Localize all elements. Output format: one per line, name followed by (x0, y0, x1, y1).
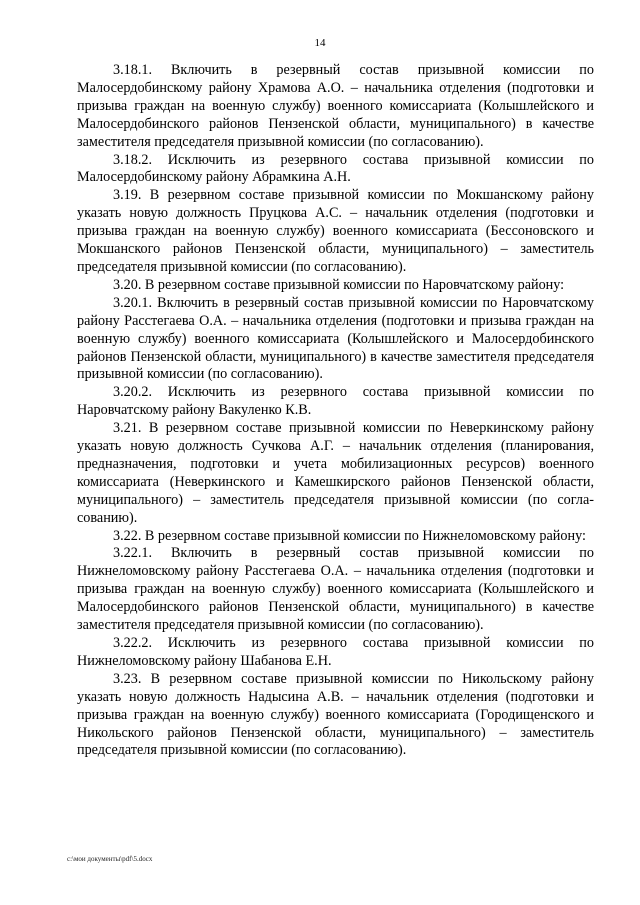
paragraph-3-20-2: 3.20.2. Исключить из резервного состава призывной комиссии по Наровчатскому району Вакуленко К.В. (77, 384, 594, 419)
paragraph-3-20-1: 3.20.1. Включить в резервный состав призывной комиссии по Наровчатскому району Расстегаева О.А. – начальника отделения (подготовки и призыва граждан на военную службу) военного комиссариата (Колышлейского и Малосердобинского районов Пензенской области, муниципального) в качестве заместителя председателя призывной комиссии (по согласованию). (77, 294, 594, 383)
paragraph-3-23: 3.23. В резервном составе призывной комиссии по Никольскому району указать новую должность Надысина А.В. – начальник отделения (подготовки и призыва граждан на военную службу) военного комиссариата (Городищенского и Никольского районов Пензенской области, муниципального) – заместитель председателя призывной комиссии (по согласованию). (77, 670, 594, 759)
page-number: 14 (314, 37, 326, 49)
paragraph-3-22-1: 3.22.1. Включить в резервный состав призывной комиссии по Нижнеломовскому району Расстегаева О.А. – начальника отделения (подготовки и призыва граждан на военную службу) военного комиссариата (Колышлейского и Малосердобинского районов Пензенской области, муниципального) в качестве заместителя председателя призывной комиссии (по согласованию). (77, 545, 594, 634)
document-body (77, 62, 594, 760)
paragraph-3-18-2: 3.18.2. Исключить из резервного состава призывной комиссии по Малосердобинскому району Абрамкина А.Н. (77, 151, 594, 186)
paragraph-3-20: 3.20. В резервном составе призывной комиссии по Наровчатскому району: (113, 276, 565, 293)
footer-file-path: c:\мои документы\pdf\5.docx (67, 855, 153, 863)
paragraph-3-21: 3.21. В резервном составе призывной комиссии по Неверкинскому району указать новую должность Сучкова А.Г. – начальник отделения (планирования, предназначения, подготовки и учета мобилизационных ресурсов) военного комиссариата (Неверкинского и Камешкирского районов Пензенской области, муниципального) – заместитель председателя призывной комиссии (по согласованию). (77, 420, 594, 526)
paragraph-3-22-2: 3.22.2. Исключить из резервного состава призывной комиссии по Нижнеломовскому району Шабанова Е.Н. (77, 635, 594, 669)
paragraph-3-19: 3.19. В резервном составе призывной комиссии по Мокшанскому району указать новую должность Пруцкова А.С. – начальник отделения (подготовки и призыва граждан на военную службу) военного комиссариата (Бессоновского и Мокшанского районов Пензенской области, муниципального) – заместитель председателя призывной комиссии (по согласованию). (77, 187, 594, 275)
paragraph-3-22: 3.22. В резервном составе призывной комиссии по Нижнеломовскому району: (113, 527, 586, 544)
paragraph-3-18-1: 3.18.1. Включить в резервный состав призывной комиссии по Малосердобинскому району Храмова А.О. – начальника отделения (подготовки и призыва граждан на военную службу) военного комиссариата (Колышлейского и Малосердобинского районов Пензенской области, муниципального) в качестве заместителя председателя призывной комиссии (по согласованию). (77, 62, 594, 150)
